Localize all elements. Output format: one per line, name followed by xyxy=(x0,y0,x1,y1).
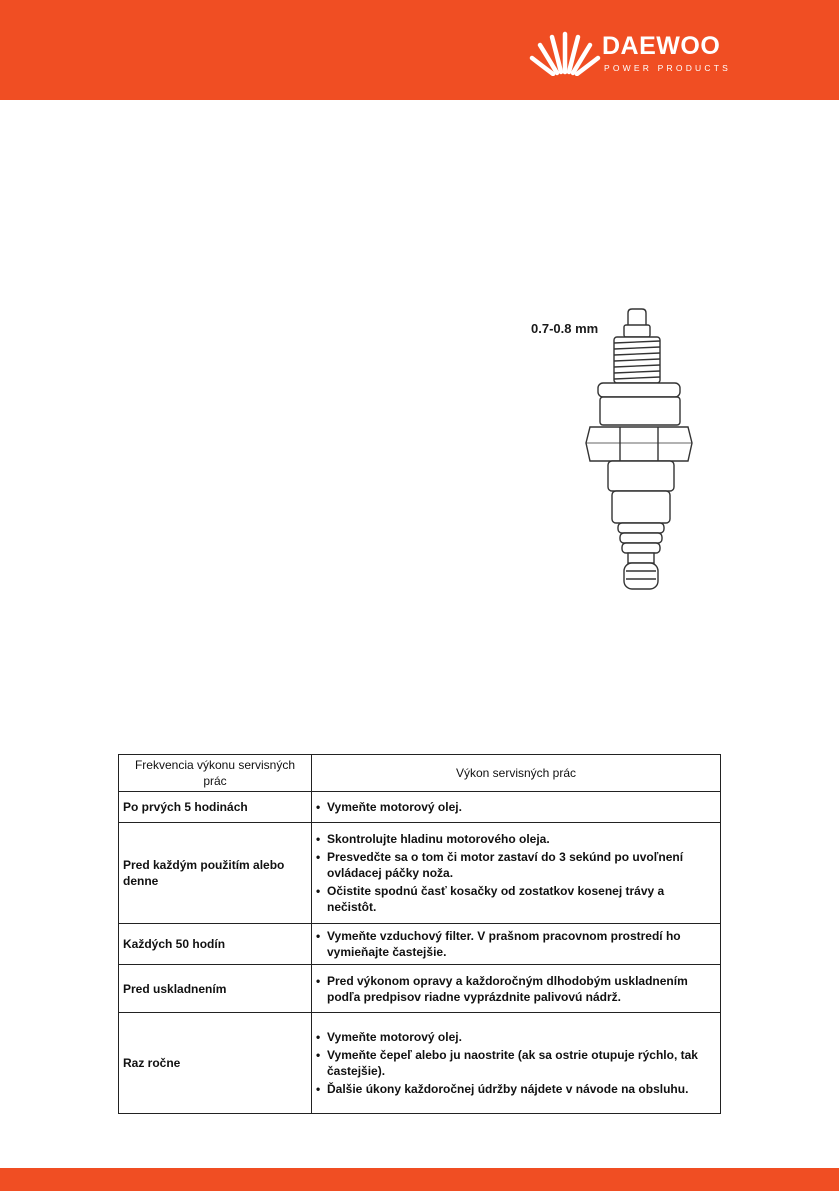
brand-name: DAEWOO xyxy=(602,32,721,60)
table-header-row xyxy=(119,755,721,792)
frequency-cell: Po prvých 5 hodinách xyxy=(119,792,312,823)
column-header-frequency: Frekvencia výkonu servisných prác xyxy=(119,755,312,792)
table-row xyxy=(119,823,721,924)
task-item: • Ďalšie úkony každoročnej údržby nájdete v návode na obsluhu. xyxy=(316,1081,716,1097)
page-footer-bar xyxy=(0,1168,839,1191)
service-work-cell xyxy=(312,1013,721,1114)
task-item: • Skontrolujte hladinu motorového oleja. xyxy=(316,831,716,847)
task-item: • Presvedčte sa o tom či motor zastaví do 3 sekúnd po uvoľnení ovládacej páčky noža. xyxy=(316,849,716,881)
frequency-cell: Pred uskladnením xyxy=(119,965,312,1013)
frequency-cell: Každých 50 hodín xyxy=(119,924,312,965)
task-item: • Vymeňte motorový olej. xyxy=(316,799,716,815)
task-item: • Vymeňte čepeľ alebo ju naostrite (ak sa ostrie otupuje rýchlo, tak častejšie). xyxy=(316,1047,716,1079)
table-row xyxy=(119,792,721,823)
table-row xyxy=(119,1013,721,1114)
maintenance-schedule-table xyxy=(118,754,721,1114)
frequency-cell: Pred každým použitím alebo denne xyxy=(119,823,312,924)
task-item: • Pred výkonom opravy a každoročným dlhodobým uskladnením podľa predpisov riadne vyprázdnite palivovú nádrž. xyxy=(316,973,716,1005)
table-row xyxy=(119,924,721,965)
service-work-cell xyxy=(312,924,721,965)
task-item: • Vymeňte vzduchový filter. V prašnom pracovnom prostredí ho vymieňajte častejšie. xyxy=(316,928,716,960)
service-work-cell xyxy=(312,965,721,1013)
task-item: • Vymeňte motorový olej. xyxy=(316,1029,716,1045)
service-work-cell xyxy=(312,792,721,823)
service-work-cell xyxy=(312,823,721,924)
frequency-cell: Raz ročne xyxy=(119,1013,312,1114)
electrode-gap-label: 0.7-0.8 mm xyxy=(531,321,599,336)
column-header-service-work: Výkon servisných prác xyxy=(312,755,721,792)
page-header xyxy=(0,0,839,100)
task-item: • Očistite spodnú časť kosačky od zostatkov kosenej trávy a nečistôt. xyxy=(316,883,716,915)
table-row xyxy=(119,965,721,1013)
brand-tagline: POWER PRODUCTS xyxy=(604,63,731,73)
spark-plug-icon xyxy=(528,303,698,598)
